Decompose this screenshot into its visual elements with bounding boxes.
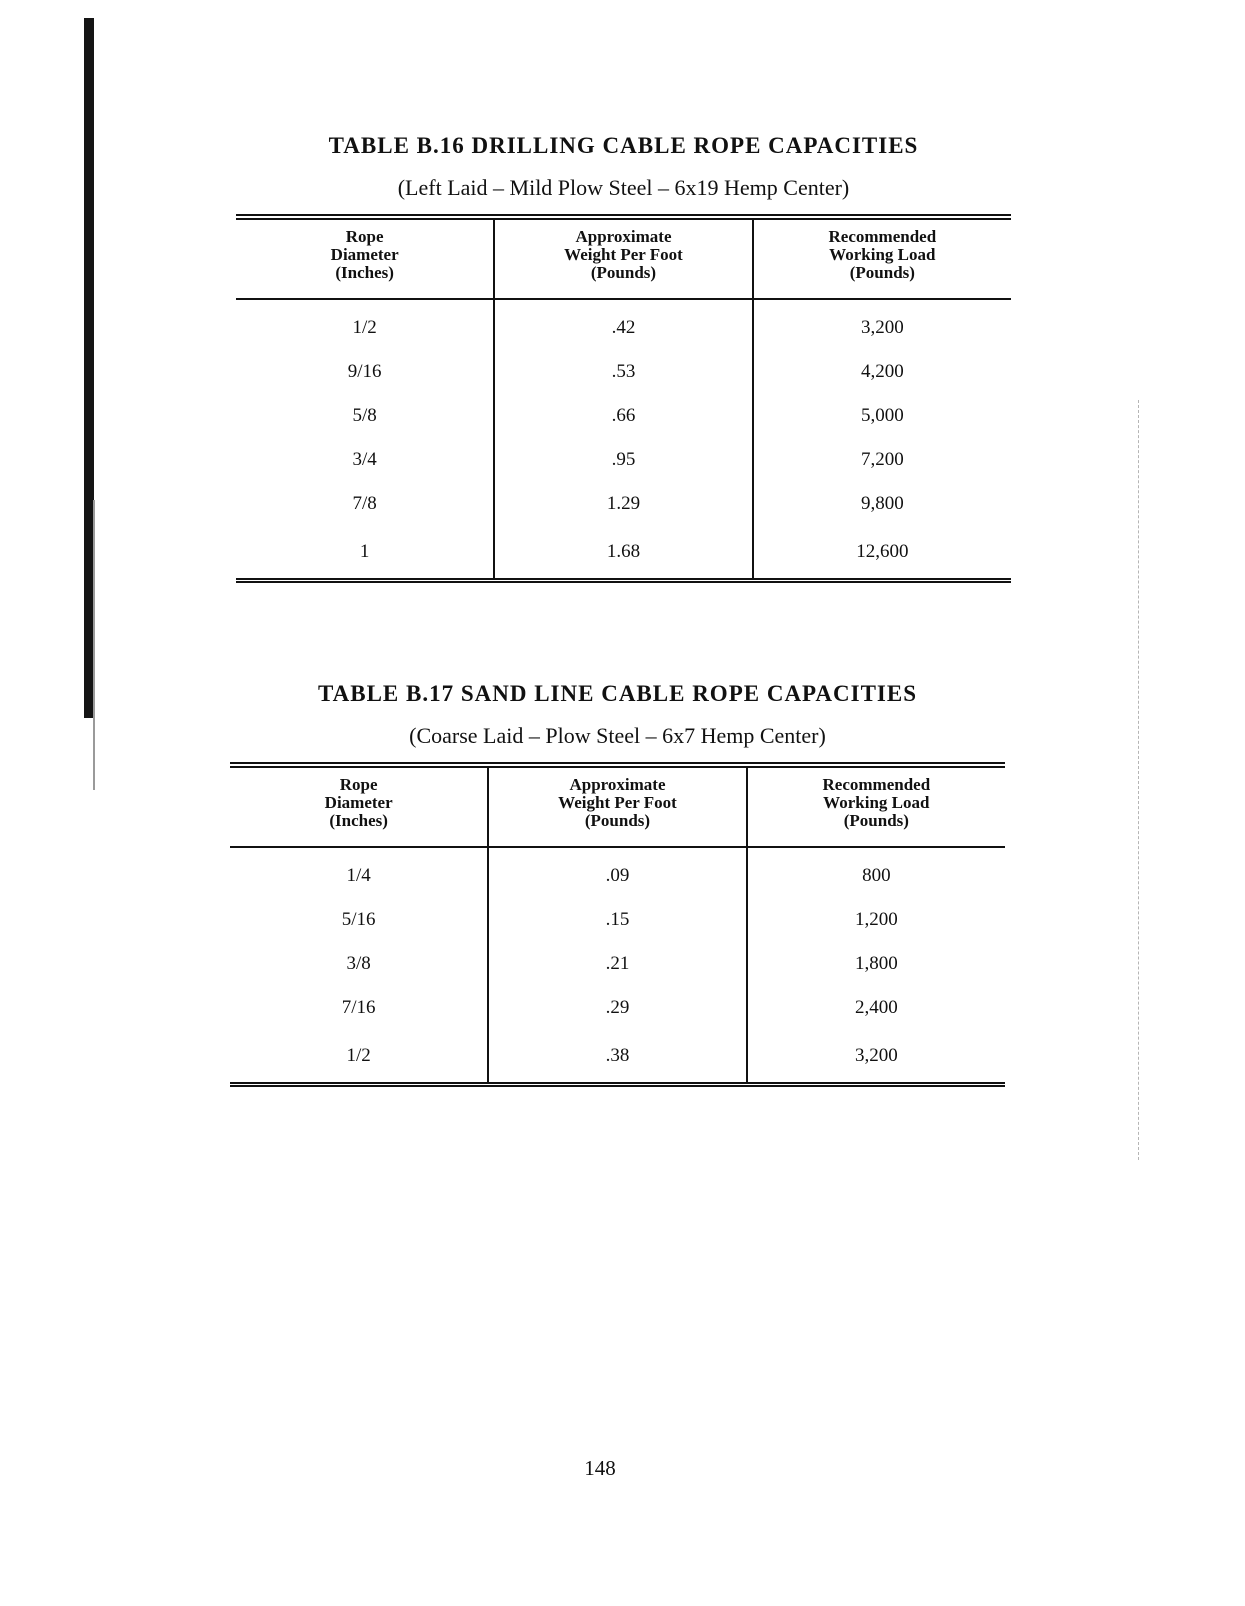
weight-cell: .42	[494, 299, 752, 350]
weight-cell: 1.68	[494, 526, 752, 578]
header-line: Rope	[339, 775, 378, 794]
drilling-cable-table	[236, 220, 1011, 578]
table-row	[230, 847, 1005, 898]
header-line: (Pounds)	[590, 263, 657, 282]
header-line: Working Load	[829, 245, 936, 264]
table-subtitle: (Coarse Laid – Plow Steel – 6x7 Hemp Center)	[409, 723, 826, 748]
table-title: TABLE B.16 DRILLING CABLE ROPE CAPACITIES	[328, 133, 919, 158]
table-row	[230, 986, 1005, 1030]
diameter-cell: 5/16	[341, 909, 376, 930]
column-header-weight	[494, 220, 752, 299]
diameter-cell: 1/2	[346, 1045, 371, 1066]
table-row	[236, 299, 1011, 350]
table-row	[236, 350, 1011, 394]
load-cell: 7,200	[753, 438, 1011, 482]
header-row	[230, 768, 1005, 847]
weight-cell: .53	[494, 350, 752, 394]
table-row	[230, 942, 1005, 986]
load-cell: 2,400	[747, 986, 1005, 1030]
load-cell: 1,800	[747, 942, 1005, 986]
table-b17-section	[230, 678, 1005, 1087]
weight-cell: .09	[488, 847, 746, 898]
header-line: Recommended	[822, 775, 931, 794]
load-cell: 9,800	[753, 482, 1011, 526]
header-line: Weight Per Foot	[558, 793, 677, 812]
table-row	[230, 898, 1005, 942]
header-line: Approximate	[575, 227, 672, 246]
diameter-cell: 5/8	[352, 405, 377, 426]
header-line: Working Load	[823, 793, 930, 812]
load-cell: 3,200	[753, 299, 1011, 350]
load-cell: 4,200	[753, 350, 1011, 394]
scan-edge-shadow-thin	[93, 500, 95, 790]
diameter-cell: 9/16	[347, 361, 382, 382]
column-header-load	[747, 768, 1005, 847]
column-header-weight	[488, 768, 746, 847]
weight-cell: .95	[494, 438, 752, 482]
bottom-rule	[236, 578, 1011, 583]
table-row	[236, 438, 1011, 482]
load-cell: 1,200	[747, 898, 1005, 942]
table-row	[236, 482, 1011, 526]
header-line: Weight Per Foot	[564, 245, 683, 264]
table-subtitle: (Left Laid – Mild Plow Steel – 6x19 Hemp Center)	[397, 175, 850, 200]
header-line: (Pounds)	[849, 263, 915, 282]
weight-cell: .29	[488, 986, 746, 1030]
header-line: Rope	[345, 227, 384, 246]
header-line: (Pounds)	[584, 811, 651, 830]
header-line: (Inches)	[335, 263, 394, 282]
diameter-cell: 1	[359, 541, 370, 562]
sand-line-table	[230, 768, 1005, 1082]
header-row	[236, 220, 1011, 299]
diameter-cell: 7/16	[341, 997, 376, 1018]
table-row	[236, 394, 1011, 438]
column-header-diameter	[230, 768, 488, 847]
header-line: Diameter	[324, 793, 393, 812]
load-cell: 3,200	[747, 1030, 1005, 1082]
weight-cell: .38	[488, 1030, 746, 1082]
header-line: Approximate	[569, 775, 666, 794]
bottom-rule	[230, 1082, 1005, 1087]
load-cell: 12,600	[753, 526, 1011, 578]
header-line: Recommended	[828, 227, 937, 246]
weight-cell: .66	[494, 394, 752, 438]
table-row	[230, 1030, 1005, 1082]
scan-margin-mark	[1138, 400, 1140, 1160]
diameter-cell: 1/2	[352, 317, 377, 338]
table-title: TABLE B.17 SAND LINE CABLE ROPE CAPACITIES	[317, 681, 917, 706]
diameter-cell: 1/4	[346, 865, 371, 886]
header-line: Diameter	[330, 245, 399, 264]
weight-cell: .15	[488, 898, 746, 942]
column-header-load	[753, 220, 1011, 299]
weight-cell: 1.29	[494, 482, 752, 526]
diameter-cell: 7/8	[352, 493, 377, 514]
column-header-diameter	[236, 220, 494, 299]
table-row	[236, 526, 1011, 578]
diameter-cell: 3/8	[346, 953, 371, 974]
weight-cell: .21	[488, 942, 746, 986]
table-b16-section	[236, 130, 1011, 583]
header-line: (Inches)	[329, 811, 388, 830]
load-cell: 5,000	[753, 394, 1011, 438]
load-cell: 800	[747, 847, 1005, 898]
diameter-cell: 3/4	[352, 449, 377, 470]
header-line: (Pounds)	[843, 811, 909, 830]
page-number: 148	[584, 1456, 616, 1480]
